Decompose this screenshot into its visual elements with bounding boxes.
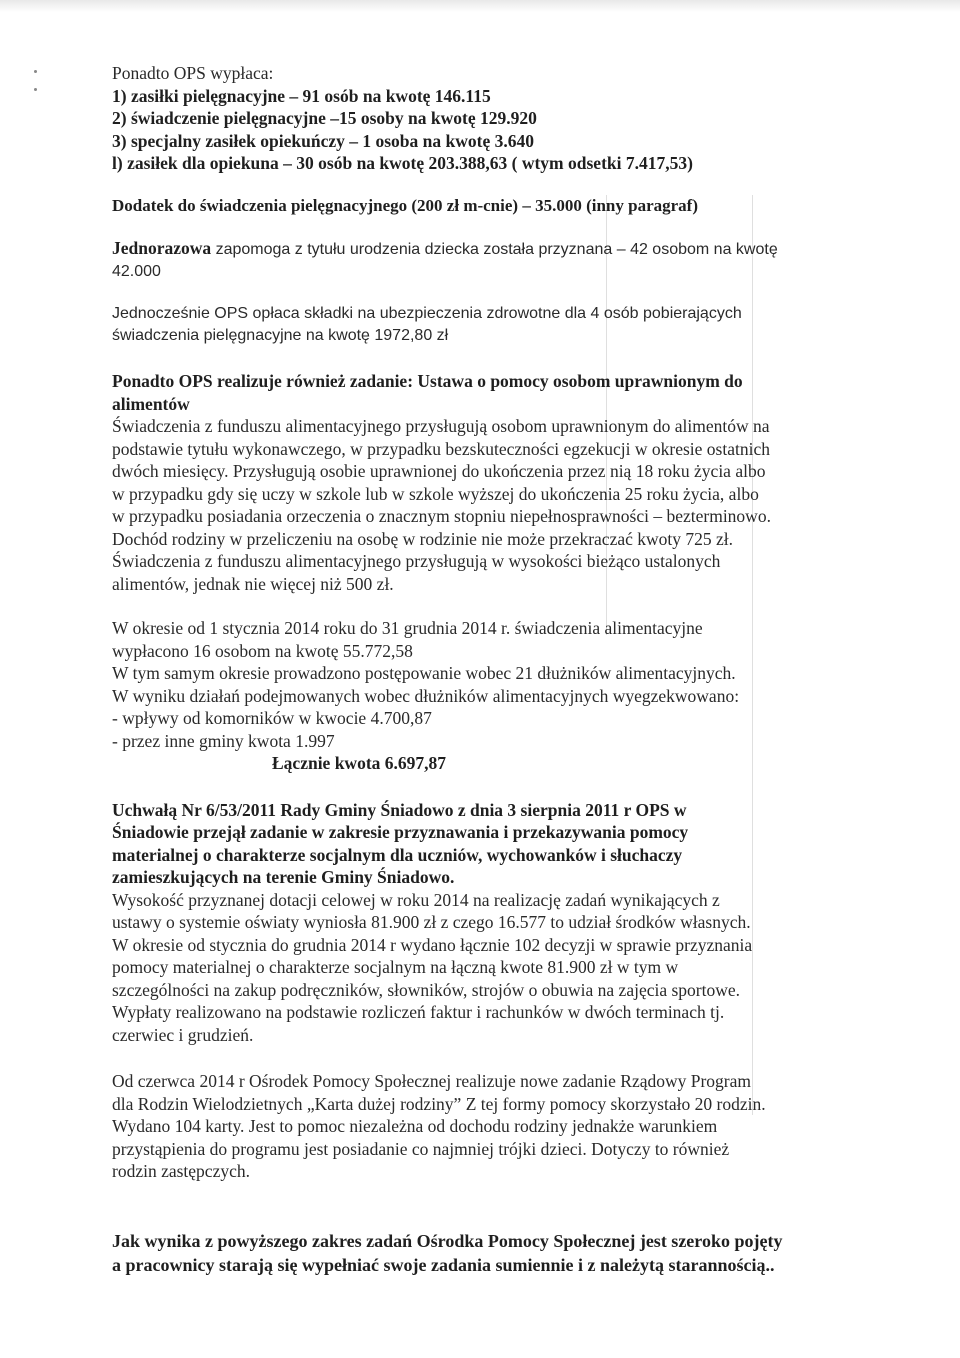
jednorazowa-amount: 42.000 [112,263,161,280]
skladki-section [112,303,852,347]
jednorazowa-section [112,237,852,283]
document-page [112,62,852,1277]
uchwala-heading: materialnej o charakterze socjalnym dla uczniów, wychowanków i słuchaczy [112,844,683,865]
uchwala-body-line: W okresie od stycznia do grudnia 2014 r wydano łącznie 102 decyzji w sprawie przyznania [112,934,753,955]
karta-line: Od czerwca 2014 r Ośrodek Pomocy Społecznej realizuje nowe zadanie Rządowy Program [112,1071,752,1091]
payment-item: 2) świadczenie pielęgnacyjne –15 osoby na kwotę 129.920 [112,108,537,128]
alimenty-heading: alimentów [112,393,190,414]
okres-line: - wpływy od komorników w kwocie 4.700,87 [112,708,432,728]
uchwala-body-line: pomocy materialnej o charakterze socjalnym na łączną kwote 81.900 zł w tym w [112,957,679,977]
uchwala-heading: Uchwałą Nr 6/53/2011 Rady Gminy Śniadowo z dnia 3 sierpnia 2011 r OPS w [112,799,687,820]
alimenty-body-line: podstawie tytułu wykonawczego, w przypadku bezskuteczności egzekucji w okresie ostatnich [112,438,770,459]
okres-total: Łącznie kwota 6.697,87 [272,753,447,773]
skladki-line: świadczenia pielęgnacyjne na kwotę 1972,80 zł [112,327,449,344]
alimenty-body-line: w przypadku gdy się uczy w szkole lub w szkole wyższej do ukończenia 25 roku życia, albo [112,483,759,504]
payments-section [112,62,852,175]
conclusion-line: a pracownicy starają się wypełniać swoje zadania sumiennie i z należytą starannością.. [112,1254,775,1275]
okres-line: wypłacono 16 osobom na kwotę 55.772,58 [112,640,413,661]
okres-line: W wyniku działań podejmowanych wobec dłużników alimentacyjnych wyegzekwowano: [112,685,740,706]
karta-line: Wydano 104 karty. Jest to pomoc niezależna od dochodu rodziny jednakże warunkiem [112,1116,718,1136]
skladki-line: Jednocześnie OPS opłaca składki na ubezpieczenia zdrowotne dla 4 osób pobierających [112,305,742,322]
jednorazowa-text: zapomoga z tytułu urodzenia dziecka została przyznana – 42 osobom na kwotę [211,241,778,258]
alimenty-body-line: w przypadku posiadania orzeczenia o znacznym stopniu niepełnosprawności – bezterminowo. [112,506,771,526]
uchwala-body-line: czerwiec i grudzień. [112,1024,254,1045]
scan-artifact-top [0,0,960,12]
conclusion-section [112,1229,852,1277]
alimenty-body-line: alimentów, jednak nie więcej niż 500 zł. [112,573,394,594]
uchwala-body-line: szczególności na zakup podręczników, słowników, strojów o obuwia na zajęcia sportowe. [112,979,741,1000]
alimenty-heading: Ponadto OPS realizuje również zadanie: Ustawa o pomocy osobom uprawnionym do [112,371,743,391]
alimenty-body-line: Świadczenia z funduszu alimentacyjnego przysługują osobom uprawnionym do alimentów na [112,416,770,436]
alimenty-body-line: Dochód rodziny w przeliczeniu na osobę w rodzinie nie może przekraczać kwoty 725 zł. [112,528,734,549]
scan-speck [34,70,37,73]
okres-line: W tym samym okresie prowadzono postępowanie wobec 21 dłużników alimentacyjnych. [112,663,736,683]
payment-item: 1) zasiłki pielęgnacyjne – 91 osób na kwotę 146.115 [112,85,491,106]
alimenty-body-line: Świadczenia z funduszu alimentacyjnego przysługują w wysokości bieżąco ustalonych [112,551,721,571]
payment-item: 3) specjalny zasiłek opiekuńczy – 1 osoba na kwotę 3.640 [112,130,534,151]
uchwala-body-line: Wypłaty realizowano na podstawie rozliczeń faktur i rachunków w dwóch terminach tj. [112,1002,725,1022]
dodatek-line: Dodatek do świadczenia pielęgnacyjnego (200 zł m-cnie) – 35.000 (inny paragraf) [112,195,698,215]
jednorazowa-bold: Jednorazowa [112,238,212,258]
karta-line: rodzin zastępczych. [112,1161,250,1181]
payments-heading: Ponadto OPS wypłaca: [112,63,274,83]
uchwala-body-line: ustawy o systemie oświaty wyniosła 81.900 zł z czego 16.577 to udział środków własnych. [112,912,751,932]
payment-item: l) zasiłek dla opiekuna – 30 osób na kwotę 203.388,63 ( wtym odsetki 7.417,53) [112,153,693,173]
alimenty-section [112,370,852,595]
uchwala-section [112,799,852,1047]
uchwala-heading: zamieszkujących na terenie Gminy Śniadowo. [112,867,455,887]
karta-line: przystąpienia do programu jest posiadanie co najmniej trójki dzieci. Dotyczy to również [112,1138,730,1159]
okres-line: - przez inne gminy kwota 1.997 [112,730,335,751]
okres-line: W okresie od 1 stycznia 2014 roku do 31 grudnia 2014 r. świadczenia alimentacyjne [112,618,703,638]
uchwala-body-line: Wysokość przyznanej dotacji celowej w roku 2014 na realizację zadań wynikających z [112,889,720,910]
okres-section [112,617,852,775]
karta-line: dla Rodzin Wielodzietnych „Karta dużej rodziny” Z tej formy pomocy skorzystało 20 rodzin. [112,1093,766,1114]
alimenty-body-line: dwóch miesięcy. Przysługują osobie uprawnionej do ukończenia przez nią 18 roku życia albo [112,461,766,481]
conclusion-line: Jak wynika z powyższego zakres zadań Ośrodka Pomocy Społecznej jest szeroko pojęty [112,1230,783,1251]
scan-speck [34,88,37,91]
uchwala-heading: Śniadowie przejął zadanie w zakresie przyznawania i przekazywania pomocy [112,822,689,842]
karta-section [112,1070,852,1183]
